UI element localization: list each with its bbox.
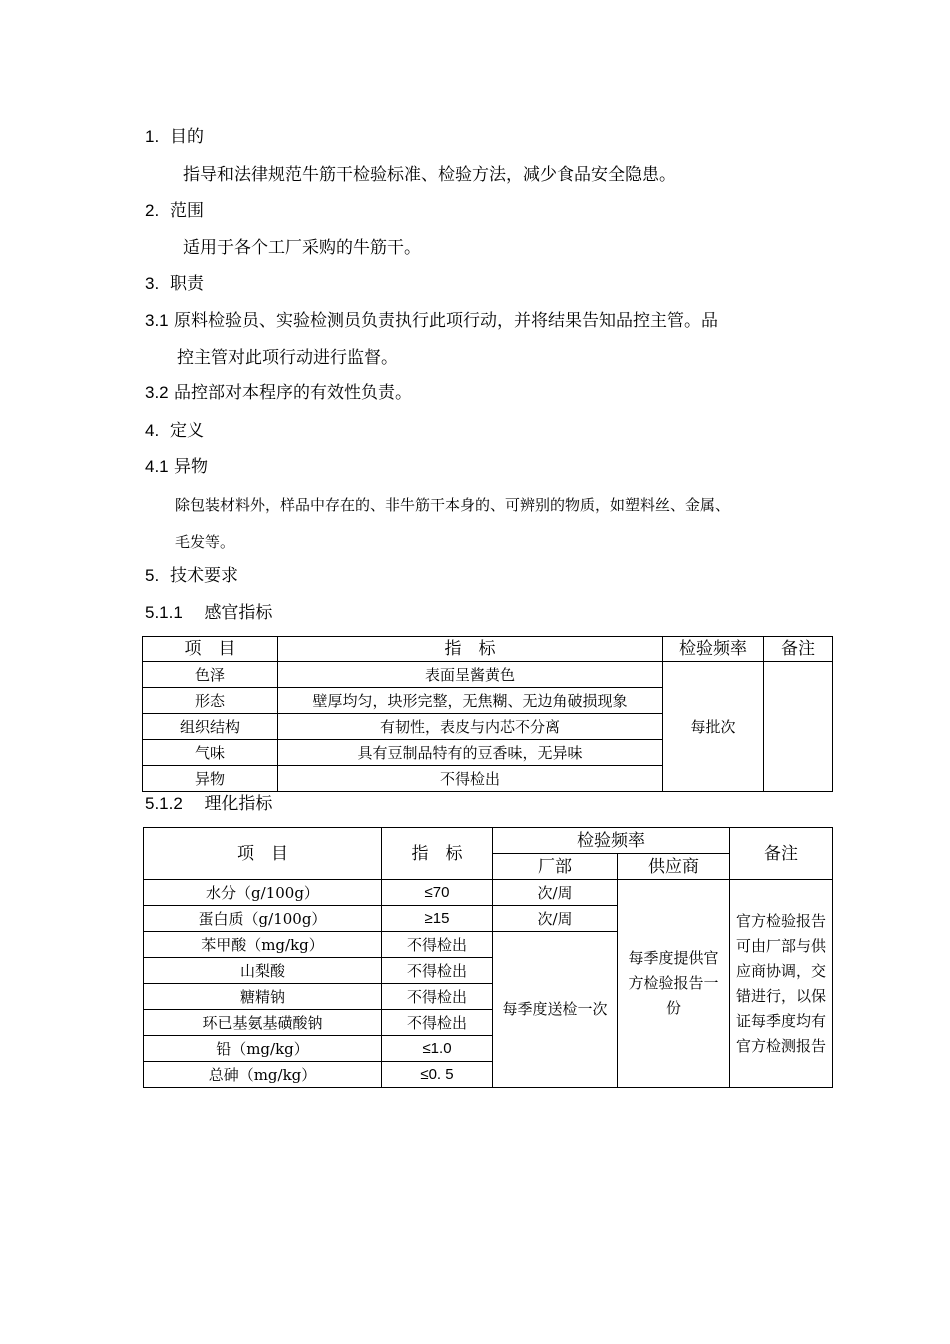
row-item: 苯甲酸（mg/kg） [144,932,382,958]
row-item: 水分（g/100g） [144,880,382,906]
row-item: 糖精钠 [144,984,382,1010]
header-freq: 检验频率 [493,828,730,854]
row-item: 蛋白质（g/100g） [144,906,382,932]
section-4-1-text-line1: 除包装材料外，样品中存在的、非牛筋干本身的、可辨别的物质，如塑料丝、金属、 [175,496,731,514]
row-index: 不得检出 [382,932,493,958]
factory-freq-rest: 每季度送检一次 [493,932,618,1088]
section-3-1-line1: 3.1 原料检验员、实验检测员负责执行此项行动，并将结果告知品控主管。品 [145,311,719,331]
section-3-heading: 3. 职责 [145,274,204,294]
header-index: 指 标 [278,637,663,662]
row-index: ≤70 [382,880,493,906]
row-item: 形态 [143,688,278,714]
row-item: 色泽 [143,662,278,688]
section-3-2: 3.2 品控部对本程序的有效性负责。 [145,383,413,403]
note-value: 官方检验报告可由厂部与供应商协调，交错进行，以保证每季度均有官方检测报告 [730,880,833,1088]
table-row [143,662,833,688]
factory-freq: 次/周 [493,906,618,932]
section-1-text: 指导和法律规范牛筋干检验标准、检验方法，减少食品安全隐患。 [183,165,676,185]
row-index: 有韧性，表皮与内芯不分离 [278,714,663,740]
row-item: 铅（mg/kg） [144,1036,382,1062]
section-5-1-2-heading: 5.1.2 理化指标 [145,794,273,814]
physchem-header-row-1 [144,828,833,854]
section-2-heading: 2. 范围 [145,201,204,221]
section-4-1-text-line2: 毛发等。 [175,533,236,551]
section-1-heading: 1. 目的 [145,127,204,147]
row-item: 异物 [143,766,278,792]
section-2-text: 适用于各个工厂采购的牛筋干。 [183,238,421,258]
row-item: 总砷（mg/kg） [144,1062,382,1088]
row-item: 气味 [143,740,278,766]
sensory-header-row [143,637,833,662]
header-freq: 检验频率 [663,637,764,662]
row-index: ≤1.0 [382,1036,493,1062]
row-index: 表面呈酱黄色 [278,662,663,688]
row-index: ≤0. 5 [382,1062,493,1088]
row-item: 组织结构 [143,714,278,740]
header-item: 项 目 [144,828,382,880]
header-index: 指 标 [382,828,493,880]
supplier-freq: 每季度提供官方检验报告一份 [618,880,730,1088]
section-5-1-1-heading: 5.1.1 感官指标 [145,603,273,623]
header-item: 项 目 [143,637,278,662]
row-index: 壁厚均匀，块形完整，无焦糊、无边角破损现象 [278,688,663,714]
row-index: 不得检出 [382,958,493,984]
section-4-1-heading: 4.1 异物 [145,457,209,477]
note-value [764,662,833,792]
row-index: 具有豆制品特有的豆香味，无异味 [278,740,663,766]
header-supplier: 供应商 [618,854,730,880]
row-item: 山梨酸 [144,958,382,984]
header-factory: 厂部 [493,854,618,880]
section-3-1-line2: 控主管对此项行动进行监督。 [177,348,398,368]
table-row [144,880,833,906]
sensory-table [142,636,833,792]
row-index: 不得检出 [382,1010,493,1036]
freq-value: 每批次 [663,662,764,792]
physchem-table [143,827,833,1088]
row-item: 环已基氨基磺酸钠 [144,1010,382,1036]
factory-freq: 次/周 [493,880,618,906]
row-index: ≥15 [382,906,493,932]
row-index: 不得检出 [382,984,493,1010]
section-4-heading: 4. 定义 [145,421,204,441]
section-5-heading: 5. 技术要求 [145,566,238,586]
row-index: 不得检出 [278,766,663,792]
header-note: 备注 [764,637,833,662]
header-note: 备注 [730,828,833,880]
